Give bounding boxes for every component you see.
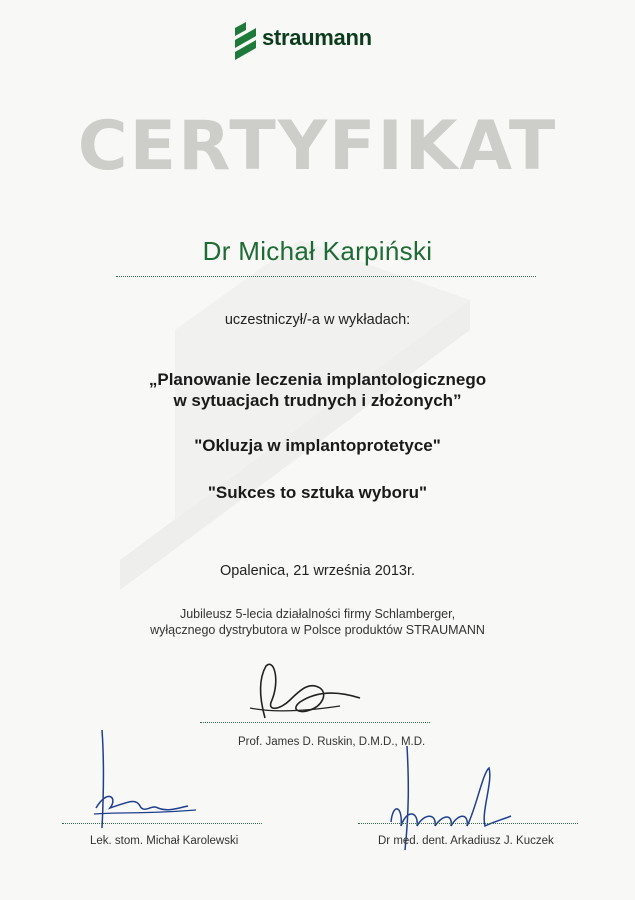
signatory-center-name: Prof. James D. Ruskin, D.M.D., M.D. xyxy=(238,736,426,748)
signatory-left-name: Lek. stom. Michał Karolewski xyxy=(90,835,239,847)
signature-line-left xyxy=(62,823,262,824)
lecture-3: "Sukces to sztuka wyboru" xyxy=(207,483,428,502)
lecture-1-line-1: „Planowanie leczenia implantologicznego xyxy=(148,370,487,389)
signature-line-right xyxy=(358,823,578,824)
straumann-logo-mark xyxy=(232,22,260,60)
recipient-name: Dr Michał Karpiński xyxy=(202,236,433,266)
signature-ruskin xyxy=(230,660,380,730)
lecture-2: "Okluzja w implantoprotetyce" xyxy=(194,436,441,455)
occasion-line-2: wyłącznego dystrybutora w Polsce produktów STRAUMANN xyxy=(150,623,485,637)
signature-karolewski xyxy=(88,728,208,838)
straumann-logo-text: straumann xyxy=(262,25,372,50)
occasion-line-1: Jubileusz 5-lecia działalności firmy Schlamberger, xyxy=(179,607,456,621)
lecture-1-line-2: w sytuacjach trudnych i złożonych” xyxy=(173,391,462,410)
straumann-logo xyxy=(232,22,422,62)
recipient-dotted-line xyxy=(116,276,536,277)
intro-text: uczestniczył/-a w wykładach: xyxy=(224,312,411,328)
place-date: Opalenica, 21 września 2013r. xyxy=(219,563,416,579)
certificate-title: CERTYFIKAT xyxy=(77,107,558,186)
signature-line-center xyxy=(200,722,430,723)
signatory-right-name: Dr med. dent. Arkadiusz J. Kuczek xyxy=(378,835,554,847)
